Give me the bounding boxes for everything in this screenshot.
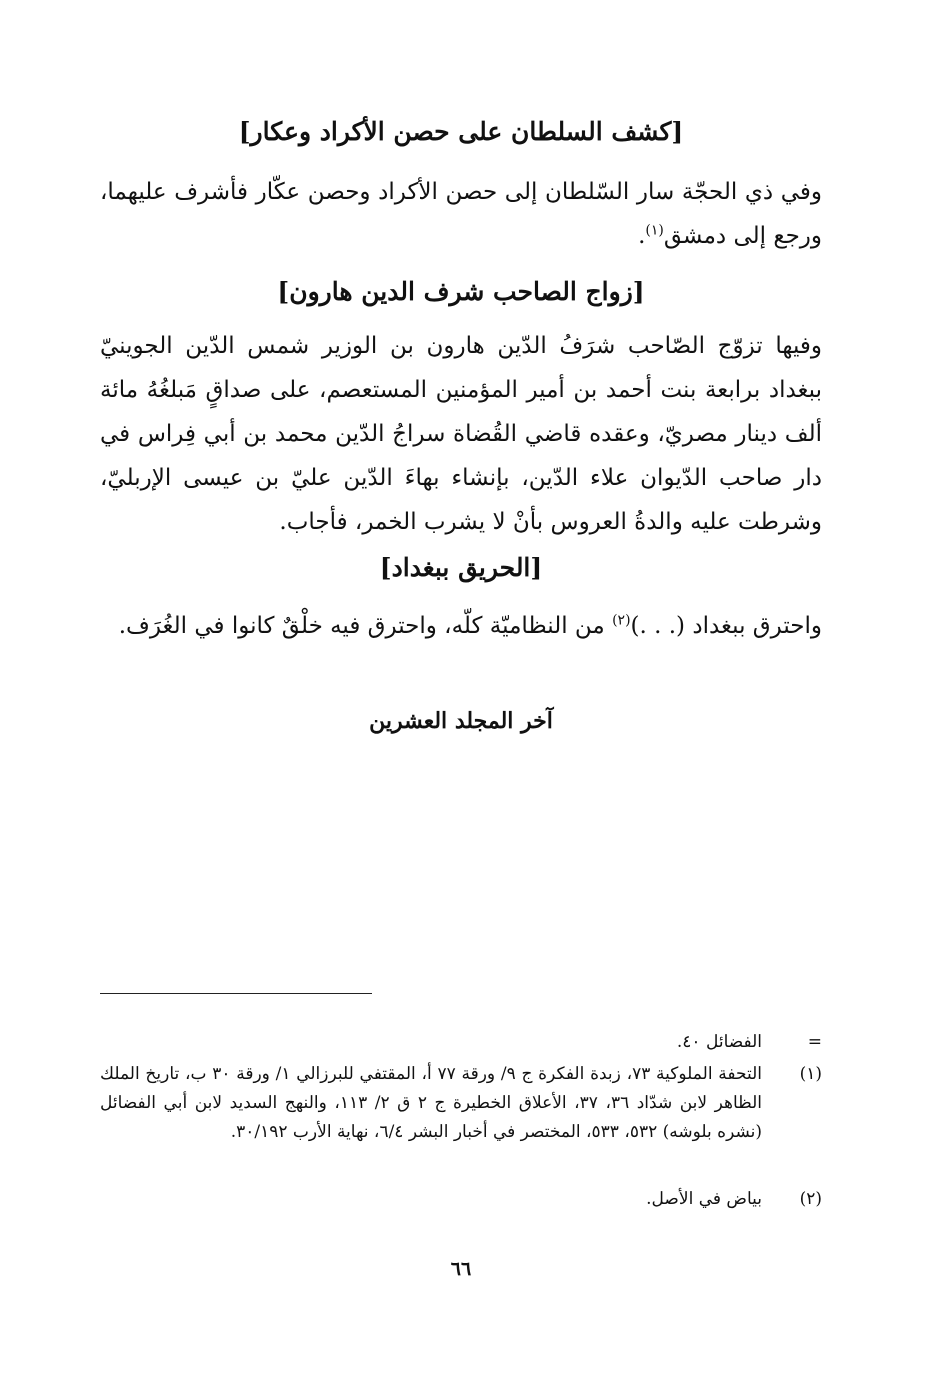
paragraph-text-end: من النظاميّة كلّه، واحترق فيه خلْقٌ كانوا في الغُرَف. bbox=[118, 613, 613, 639]
footnote-number: (١) bbox=[799, 1064, 822, 1084]
paragraph-text-end: . bbox=[638, 223, 646, 249]
volume-end-note: آخر المجلد العشرين bbox=[369, 708, 553, 734]
footnote-2 bbox=[100, 1185, 822, 1214]
footnote-text: التحفة الملوكية ٧٣، زبدة الفكرة ج ٩/ ورقة ٧٧ أ، المقتفي للبرزالي ١/ ورقة ٣٠ ب، تاريخ الملك الظاهر لابن شدّاد ٣٦، ٣٧، الأعلاق الخطيرة ج ٢ ق ٢/ ١١٣، والنهج السديد لابن أبي الفضائل (نشره بلوشه) ٥٣٢، ٥٣٣، المختصر في أخبار البشر ٦/٤، نهاية الأرب ٣٠/١٩٢. bbox=[100, 1064, 762, 1142]
footnote-number: = bbox=[807, 1032, 822, 1052]
footnote-text: بياض في الأصل. bbox=[646, 1189, 762, 1209]
book-page bbox=[100, 100, 822, 1320]
footnote-divider bbox=[100, 993, 372, 994]
section-heading-sultan-visit: [كشف السلطان على حصن الأكراد وعكار] bbox=[238, 117, 684, 146]
section-heading-fire: [الحريق ببغداد] bbox=[379, 553, 543, 582]
footnote-ref-2: (٢) bbox=[612, 612, 631, 629]
footnote-continued bbox=[100, 1028, 822, 1057]
section-heading-marriage: [زواج الصاحب شرف الدين هارون] bbox=[277, 277, 645, 306]
paragraph-text: وفي ذي الحجّة سار السّلطان إلى حصن الأكراد وحصن عكّار فأشرف عليهما، ورجع إلى دمشق bbox=[100, 179, 822, 249]
footnote-1 bbox=[100, 1060, 822, 1147]
paragraph-marriage: وفيها تزوّج الصّاحب شرَفُ الدّين هارون بن الوزير شمس الدّين الجوينيّ ببغداد برابعة بنت أحمد بن أمير المؤمنين المستعصم، على صداقٍ مَبلغُهُ مائة ألف دينار مصريّ، وعقده قاضي القُضاة سراجُ الدّين محمد بن أبي فِراس في دار صاحب الدّيوان علاء الدّين، بإنشاء بهاءَ الدّين عليّ بن عيسى الإربليّ، وشرطت عليه والدةُ العروس بأنْ لا يشرب الخمر، فأجاب. bbox=[100, 333, 822, 535]
footnote-ref-1: (١) bbox=[645, 222, 664, 239]
paragraph-sultan-visit bbox=[100, 170, 822, 258]
paragraph-text: واحترق ببغداد (. . .) bbox=[630, 613, 822, 639]
footnote-text: الفضائل ٤٠. bbox=[676, 1032, 762, 1052]
page-number: ٦٦ bbox=[450, 1258, 472, 1280]
paragraph-fire bbox=[100, 604, 822, 648]
footnote-number: (٢) bbox=[799, 1189, 822, 1209]
